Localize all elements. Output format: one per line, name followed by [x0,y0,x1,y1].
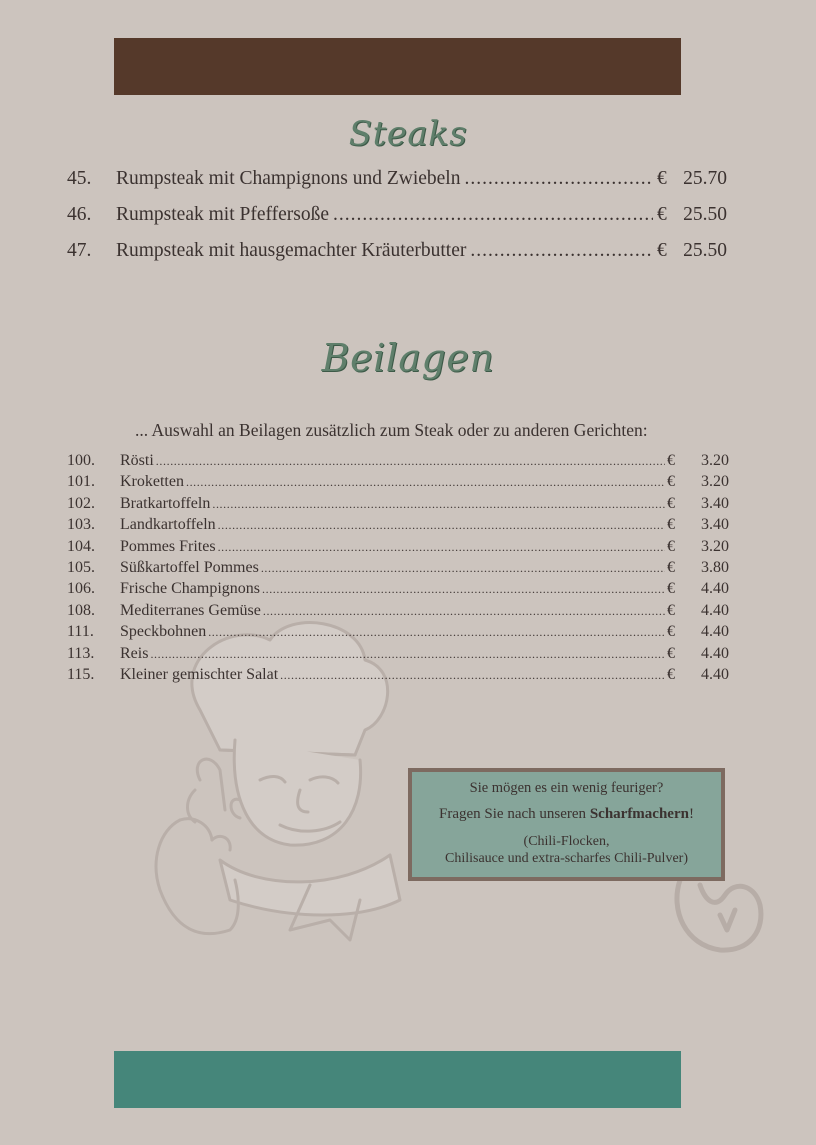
currency-symbol: € [657,240,667,261]
dot-leader [333,204,653,226]
side-item [67,602,729,623]
item-name: Speckbohnen [120,623,207,641]
item-name: Pommes Frites [120,537,216,555]
section-title-steaks: Steaks [348,114,468,154]
currency-symbol: € [667,452,675,469]
item-number: 104. [67,537,95,555]
dot-leader [280,668,665,683]
header-bar [114,38,681,95]
item-name: Bratkartoffeln [120,494,211,512]
item-price: 3.20 [701,537,729,555]
item-price: 4.40 [701,665,729,683]
beilagen-intro: ... Auswahl an Beilagen zusätzlich zum Steak oder zu anderen Gerichten: [135,420,648,440]
spice-line-1: Sie mögen es ein wenig feuriger? [469,780,664,796]
dot-leader [263,604,665,619]
side-item [67,495,729,516]
spice-line-3 [412,833,721,867]
item-number: 113. [67,644,95,662]
spice-line-2 [412,806,721,823]
item-name: Mediterranes Gemüse [120,601,261,619]
item-price: 25.70 [683,168,727,189]
item-name: Kroketten [120,473,184,491]
steak-item [67,168,727,196]
dot-leader [464,168,653,190]
currency-symbol: € [667,601,675,619]
currency-symbol: € [667,644,675,662]
side-item [67,516,729,537]
item-price: 25.50 [683,204,727,225]
item-number: 106. [67,580,95,598]
item-name: Rösti [120,452,154,469]
item-name: Süßkartoffel Pommes [120,558,259,576]
item-number: 47. [67,240,92,261]
dot-leader [208,625,665,640]
dot-leader [470,240,653,262]
side-item [67,666,729,687]
item-number: 46. [67,204,92,225]
side-item [67,473,729,494]
item-price: 4.40 [701,644,729,662]
currency-symbol: € [667,580,675,598]
item-number: 100. [67,452,95,469]
currency-symbol: € [657,168,667,189]
item-name: Landkartoffeln [120,516,216,534]
item-number: 101. [67,473,95,491]
item-price: 3.20 [701,452,729,469]
currency-symbol: € [667,558,675,576]
dot-leader [218,518,665,533]
side-item [67,452,729,473]
item-number: 45. [67,168,92,189]
spice-line-2-prefix: Fragen Sie nach unseren [439,806,590,822]
item-price: 4.40 [701,623,729,641]
item-number: 103. [67,516,95,534]
dot-leader [212,497,665,512]
spice-line-3a: (Chili-Flocken, [523,834,610,849]
side-item [67,559,729,580]
dot-leader [150,647,665,662]
currency-symbol: € [667,537,675,555]
spice-info-box [408,768,725,881]
item-number: 111. [67,623,94,641]
steak-item [67,204,727,232]
item-number: 115. [67,665,95,683]
dot-leader [261,561,665,576]
item-price: 3.20 [701,473,729,491]
dot-leader [218,540,665,555]
side-item [67,538,729,559]
item-price: 3.40 [701,516,729,534]
item-name: Reis [120,644,149,662]
side-item [67,645,729,666]
side-item [67,623,729,644]
steak-item [67,240,727,268]
spice-line-2-suffix: ! [688,806,694,822]
currency-symbol: € [667,516,675,534]
currency-symbol: € [667,494,675,512]
currency-symbol: € [667,473,675,491]
footer-bar [114,1051,681,1108]
currency-symbol: € [667,623,675,641]
item-name: Kleiner gemischter Salat [120,665,279,683]
item-name: Frische Champignons [120,580,260,598]
item-number: 102. [67,494,95,512]
item-price: 4.40 [701,601,729,619]
item-name: Rumpsteak mit Champignons und Zwiebeln [116,168,461,189]
currency-symbol: € [667,665,675,683]
spice-line-2-bold: Scharfmachern [589,806,689,822]
dot-leader [262,582,665,597]
section-title-beilagen: Beilagen [321,336,495,380]
dot-leader [186,475,665,490]
spice-line-3b: Chilisauce und extra-scharfes Chili-Pulver) [445,851,688,866]
item-price: 3.40 [701,494,729,512]
item-name: Rumpsteak mit hausgemachter Kräuterbutter [116,240,467,261]
item-price: 4.40 [701,580,729,598]
item-price: 3.80 [701,558,729,576]
item-name: Rumpsteak mit Pfeffersoße [116,204,330,225]
item-number: 108. [67,601,95,619]
item-number: 105. [67,558,95,576]
item-price: 25.50 [683,240,727,261]
currency-symbol: € [657,204,667,225]
dot-leader [156,454,665,469]
side-item [67,580,729,601]
